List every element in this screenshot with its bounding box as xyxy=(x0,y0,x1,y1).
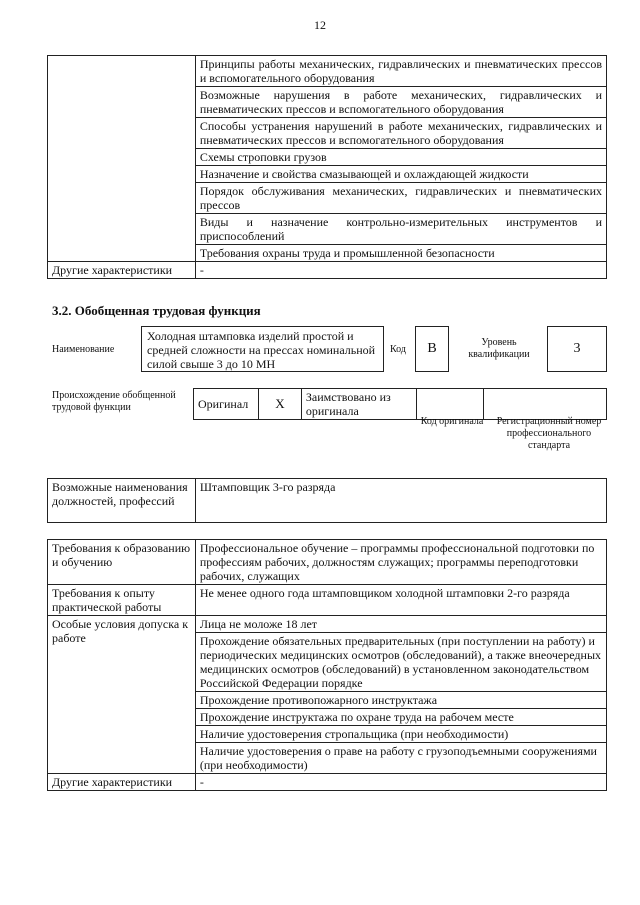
table-row xyxy=(48,616,607,633)
table-row xyxy=(48,585,607,616)
education-value: Профессиональное обучение – программы профессиональной подготовки по профессиям рабочих, должностям служащих; программы переподготовки рабочих, служащих xyxy=(195,540,606,585)
requirements-table xyxy=(47,539,607,791)
level-value: 3 xyxy=(573,341,581,356)
table-row xyxy=(48,479,607,523)
other-characteristics-label: Другие характеристики xyxy=(48,774,196,791)
level-label: Уровень квалификации xyxy=(468,337,530,360)
condition-item: Прохождение инструктажа по охране труда на рабочем месте xyxy=(195,709,606,726)
table-row xyxy=(48,56,607,87)
original-mark: X xyxy=(258,389,301,420)
name-value: Холодная штамповка изделий простой и средней сложности на прессах номинальной силой свыше 3 до 10 МН xyxy=(147,329,376,371)
code-value: В xyxy=(427,341,437,356)
code-value-box xyxy=(415,326,449,372)
positions-label: Возможные наименования должностей, профессий xyxy=(48,479,196,523)
positions-table xyxy=(47,478,607,523)
knowledge-item: Схемы строповки грузов xyxy=(195,149,606,166)
positions-value: Штамповщик 3-го разряда xyxy=(195,479,606,523)
table-row xyxy=(48,262,607,279)
level-value-box xyxy=(547,326,607,372)
education-label: Требования к образованию и обучению xyxy=(48,540,196,585)
reg-number-cell xyxy=(484,389,607,420)
reg-number-caption: Регистрационный номер профессионального стандарта xyxy=(496,416,602,451)
knowledge-item: Возможные нарушения в работе механических, гидравлических и пневматических прессов и вспомогательного оборудования xyxy=(195,87,606,118)
origin-label: Происхождение обобщенной трудовой функции xyxy=(52,390,176,413)
condition-item: Лица не моложе 18 лет xyxy=(195,616,606,633)
knowledge-item: Принципы работы механических, гидравлических и пневматических прессов и вспомогательного оборудования xyxy=(195,56,606,87)
other-characteristics-label: Другие характеристики xyxy=(48,262,196,279)
condition-item: Прохождение противопожарного инструктажа xyxy=(195,692,606,709)
page-number: 12 xyxy=(314,18,326,32)
other-characteristics-value: - xyxy=(195,262,606,279)
other-characteristics-value: - xyxy=(195,774,606,791)
original-label: Оригинал xyxy=(194,389,259,420)
section-heading: 3.2. Обобщенная трудовая функция xyxy=(52,303,261,318)
experience-label: Требования к опыту практической работы xyxy=(48,585,196,616)
knowledge-item: Виды и назначение контрольно-измерительных инструментов и приспособлений xyxy=(195,214,606,245)
knowledge-item: Назначение и свойства смазывающей и охлаждающей жидкости xyxy=(195,166,606,183)
condition-item: Наличие удостоверения стропальщика (при необходимости) xyxy=(195,726,606,743)
code-original-caption: Код оригинала xyxy=(420,416,484,427)
conditions-label: Особые условия допуска к работе xyxy=(48,616,196,774)
condition-item: Наличие удостоверения о праве на работу с грузоподъемными сооружениями (при необходимости) xyxy=(195,743,606,774)
code-original-cell xyxy=(416,389,484,420)
borrowed-label: Заимствовано из оригинала xyxy=(301,389,416,420)
table-row xyxy=(48,540,607,585)
name-label: Наименование xyxy=(52,344,115,355)
knowledge-item: Порядок обслуживания механических, гидравлических и пневматических прессов xyxy=(195,183,606,214)
condition-item: Прохождение обязательных предварительных (при поступлении на работу) и периодических медицинских осмотров (обследований), а также внеочередных медицинских осмотров (обследований) в установленном законодательством Российской Федерации порядке xyxy=(195,633,606,692)
empty-label-cell xyxy=(48,56,196,262)
table-row xyxy=(48,774,607,791)
knowledge-item: Требования охраны труда и промышленной безопасности xyxy=(195,245,606,262)
knowledge-table xyxy=(47,55,607,279)
experience-value: Не менее одного года штамповщиком холодной штамповки 2-го разряда xyxy=(195,585,606,616)
name-value-box xyxy=(141,326,384,372)
code-label: Код xyxy=(390,344,406,355)
table-row xyxy=(194,389,607,420)
knowledge-item: Способы устранения нарушений в работе механических, гидравлических и пневматических прессов и вспомогательного оборудования xyxy=(195,118,606,149)
